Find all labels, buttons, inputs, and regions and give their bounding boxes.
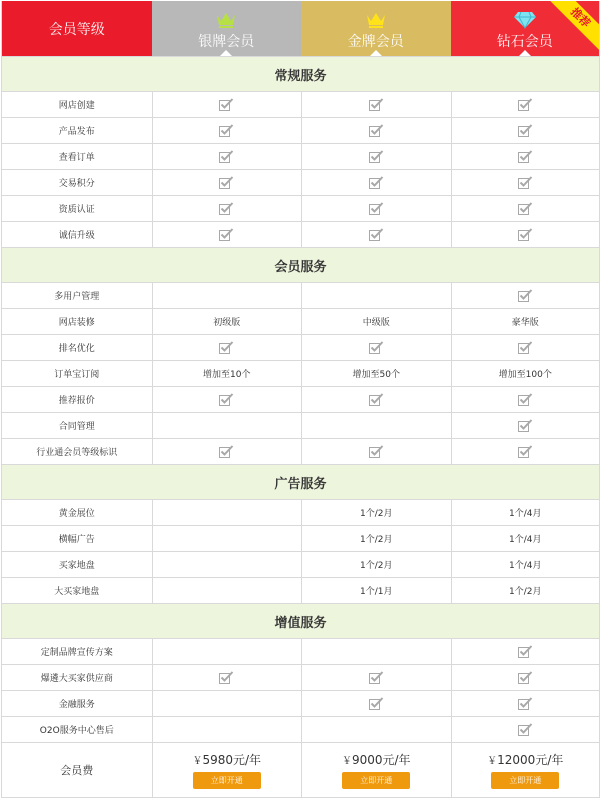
checkmark-icon <box>301 222 451 247</box>
checkmark-icon <box>451 387 600 412</box>
section-header: 会员服务 <box>2 247 599 282</box>
checkmark-icon <box>451 118 600 143</box>
empty-cell <box>301 717 451 742</box>
checkmark-icon <box>152 170 302 195</box>
row-label: 网店装修 <box>58 318 95 328</box>
fee-row <box>2 742 599 797</box>
checkmark-icon <box>301 144 451 169</box>
table-row <box>2 360 599 386</box>
checkmark-icon <box>301 691 451 716</box>
row-label: 定制品牌宣传方案 <box>40 648 113 658</box>
row-label: 诚信升级 <box>58 231 95 241</box>
table-row <box>2 525 599 551</box>
checkmark-icon <box>301 335 451 360</box>
checkmark-icon <box>451 92 600 117</box>
tier-label: 钻石会员 <box>496 33 553 50</box>
checkmark-icon <box>152 92 302 117</box>
table-row <box>2 117 599 143</box>
empty-cell <box>152 526 302 551</box>
empty-cell <box>152 717 302 742</box>
table-row <box>2 577 599 603</box>
checkmark-icon <box>451 144 600 169</box>
value-cell: 初级版 <box>152 309 302 334</box>
tier-diamond <box>451 1 600 56</box>
row-label: 排名优化 <box>58 344 95 354</box>
checkmark-icon <box>451 639 600 664</box>
table-header <box>2 1 599 56</box>
value-cell: 豪华版 <box>451 309 600 334</box>
price: ￥12000元/年 <box>487 753 564 767</box>
table-row <box>2 308 599 334</box>
checkmark-icon <box>301 170 451 195</box>
checkmark-icon <box>301 92 451 117</box>
open-now-button[interactable]: 立即开通 <box>342 772 410 789</box>
table-row <box>2 386 599 412</box>
row-label: 交易积分 <box>58 179 95 189</box>
checkmark-icon <box>301 387 451 412</box>
empty-cell <box>152 500 302 525</box>
section-header: 广告服务 <box>2 464 599 499</box>
checkmark-icon <box>152 222 302 247</box>
empty-cell <box>152 552 302 577</box>
value-cell: 1个/4月 <box>451 500 600 525</box>
header-notch <box>220 50 232 56</box>
row-label: 产品发布 <box>58 127 95 137</box>
table-row <box>2 334 599 360</box>
checkmark-icon <box>451 413 600 438</box>
row-label: 买家地盘 <box>58 561 95 571</box>
value-cell: 增加至100个 <box>451 361 600 386</box>
value-cell: 1个/2月 <box>301 526 451 551</box>
fee-cell <box>152 743 302 797</box>
checkmark-icon <box>301 196 451 221</box>
fee-cell <box>301 743 451 797</box>
value-cell: 1个/4月 <box>451 526 600 551</box>
checkmark-icon <box>152 144 302 169</box>
crown-icon <box>215 7 237 29</box>
table-row <box>2 499 599 525</box>
table-row <box>2 195 599 221</box>
tier-label: 银牌会员 <box>198 33 255 50</box>
empty-cell <box>301 639 451 664</box>
open-now-button[interactable]: 立即开通 <box>491 772 559 789</box>
checkmark-icon <box>451 283 600 308</box>
row-label: 多用户管理 <box>54 292 100 302</box>
checkmark-icon <box>301 118 451 143</box>
tier-gold <box>301 1 451 56</box>
checkmark-icon <box>301 439 451 464</box>
fee-cell <box>451 743 600 797</box>
row-label: 订单宝订阅 <box>54 370 100 380</box>
section-header: 常规服务 <box>2 56 599 91</box>
header-title: 会员等级 <box>48 21 105 38</box>
empty-cell <box>152 413 302 438</box>
crown-icon <box>365 7 387 29</box>
checkmark-icon <box>451 222 600 247</box>
value-cell: 1个/2月 <box>301 552 451 577</box>
header-notch <box>519 50 531 56</box>
checkmark-icon <box>301 665 451 690</box>
checkmark-icon <box>451 665 600 690</box>
row-label: 查看订单 <box>58 153 95 163</box>
table-row <box>2 551 599 577</box>
section-header: 增值服务 <box>2 603 599 638</box>
checkmark-icon <box>451 335 600 360</box>
header-notch <box>370 50 382 56</box>
row-label: 爆遴大买家供应商 <box>40 674 113 684</box>
row-label: 黄金展位 <box>58 509 95 519</box>
row-label: 推荐报价 <box>58 396 95 406</box>
empty-cell <box>152 283 302 308</box>
open-now-button[interactable]: 立即开通 <box>193 772 261 789</box>
row-label: 网店创建 <box>58 101 95 111</box>
table-row <box>2 412 599 438</box>
checkmark-icon <box>152 118 302 143</box>
membership-comparison-table <box>1 1 600 798</box>
table-row <box>2 664 599 690</box>
fee-label: 会员费 <box>60 764 94 777</box>
table-row <box>2 91 599 117</box>
checkmark-icon <box>152 387 302 412</box>
table-row <box>2 716 599 742</box>
empty-cell <box>152 639 302 664</box>
table-row <box>2 143 599 169</box>
checkmark-icon <box>451 196 600 221</box>
row-label: 行业通会员等级标识 <box>36 448 118 458</box>
checkmark-icon <box>451 170 600 195</box>
table-row <box>2 169 599 195</box>
value-cell: 1个/2月 <box>301 500 451 525</box>
checkmark-icon <box>152 196 302 221</box>
checkmark-icon <box>451 717 600 742</box>
row-label: 横幅广告 <box>58 535 95 545</box>
tier-silver <box>152 1 302 56</box>
table-row <box>2 638 599 664</box>
price: ￥5980元/年 <box>192 753 262 767</box>
header-title-cell <box>2 1 152 56</box>
table-body <box>2 56 599 742</box>
table-row <box>2 438 599 464</box>
value-cell: 中级版 <box>301 309 451 334</box>
recommend-badge: 推荐 <box>546 1 599 52</box>
diamond-icon <box>513 7 537 29</box>
empty-cell <box>301 413 451 438</box>
value-cell: 增加至10个 <box>152 361 302 386</box>
tier-label: 金牌会员 <box>347 33 404 50</box>
table-row <box>2 282 599 308</box>
value-cell: 增加至50个 <box>301 361 451 386</box>
checkmark-icon <box>152 665 302 690</box>
row-label: 大买家地盘 <box>54 587 100 597</box>
checkmark-icon <box>451 691 600 716</box>
empty-cell <box>301 283 451 308</box>
row-label: 资质认证 <box>58 205 95 215</box>
row-label: O2O服务中心售后 <box>39 726 114 736</box>
table-row <box>2 690 599 716</box>
value-cell: 1个/1月 <box>301 578 451 603</box>
row-label: 金融服务 <box>58 700 95 710</box>
row-label: 合同管理 <box>58 422 95 432</box>
checkmark-icon <box>152 335 302 360</box>
empty-cell <box>152 578 302 603</box>
checkmark-icon <box>152 439 302 464</box>
value-cell: 1个/2月 <box>451 578 600 603</box>
checkmark-icon <box>451 439 600 464</box>
empty-cell <box>152 691 302 716</box>
price: ￥9000元/年 <box>341 753 411 767</box>
table-row <box>2 221 599 247</box>
value-cell: 1个/4月 <box>451 552 600 577</box>
